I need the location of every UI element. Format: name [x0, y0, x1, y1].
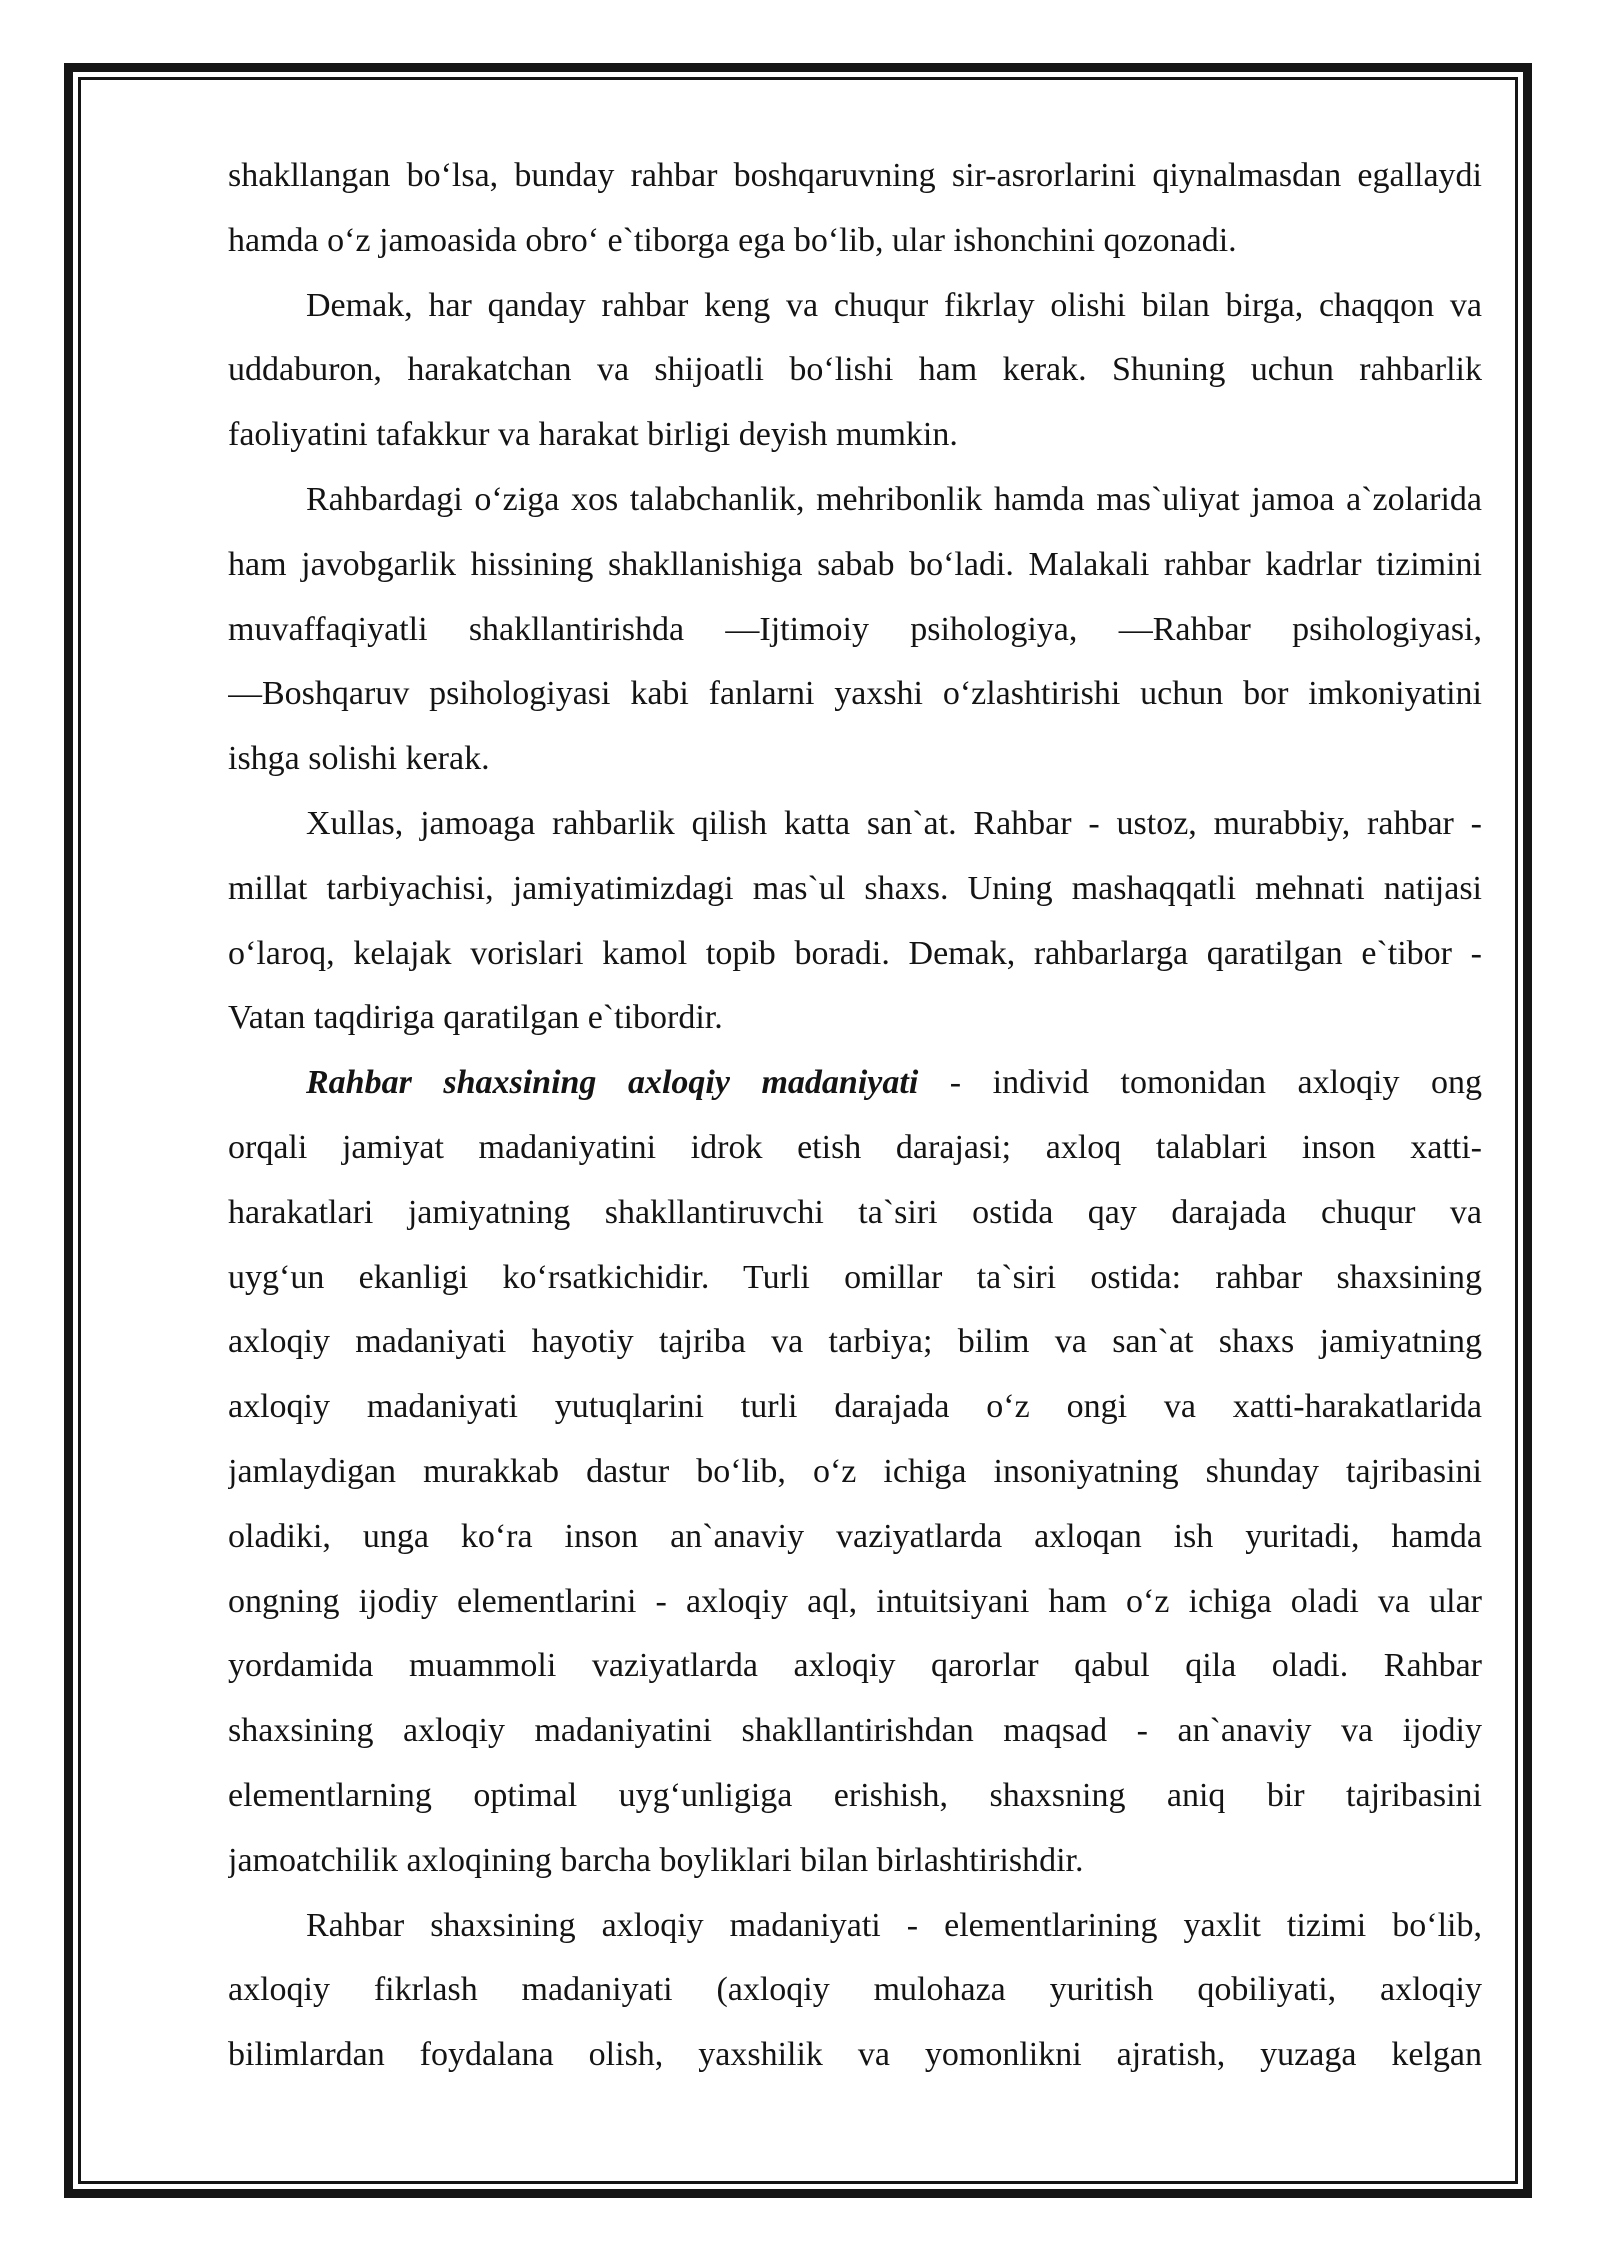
text-line: hamda o‘z jamoasida obro‘ e`tiborga ega bo‘lib, ular ishonchini qozonadi. [228, 221, 1237, 259]
text-line: jamoatchilik axloqining barcha boyliklari bilan birlashtirishdir. [228, 1841, 1084, 1879]
text-line: ―Boshqaruv psihologiyasi kabi fanlarni yaxshi o‘zlashtirishi uchun bor imkoniyatini [228, 675, 1482, 713]
text-line: muvaffaqiyatli shakllantirishda ―Ijtimoiy psihologiya, ―Rahbar psihologiyasi, [228, 610, 1482, 648]
text-line: uddaburon, harakatchan va shijoatli bo‘lishi ham kerak. Shuning uchun rahbarlik [228, 351, 1482, 389]
text-line: axloqiy madaniyati hayotiy tajriba va tarbiya; bilim va san`at shaxs jamiyatning [228, 1323, 1482, 1361]
text-line: o‘laroq, kelajak vorislari kamol topib boradi. Demak, rahbarlarga qaratilgan e`tibor - [228, 934, 1482, 972]
text-line: faoliyatini tafakkur va harakat birligi deyish mumkin. [228, 416, 958, 454]
paragraph [228, 468, 1482, 792]
text-line [228, 1051, 1482, 1116]
text-line: ishga solishi kerak. [228, 740, 490, 778]
text-line: uyg‘un ekanligi ko‘rsatkichidir. Turli omillar ta`siri ostida: rahbar shaxsining [228, 1258, 1482, 1296]
document-body-text [228, 144, 1482, 2088]
text-line: shaxsining axloqiy madaniyatini shakllantirishdan maqsad - an`anaviy va ijodiy [228, 1712, 1482, 1750]
text-line: ongning ijodiy elementlarini - axloqiy aql, intuitsiyani ham o‘z ichiga oladi va ular [228, 1582, 1482, 1620]
text-line: ham javobgarlik hissining shakllanishiga sabab bo‘ladi. Malakali rahbar kadrlar tizimini [228, 545, 1482, 583]
text-line: axloqiy madaniyati yutuqlarini turli darajada o‘z ongi va xatti-harakatlarida [228, 1388, 1482, 1426]
text-line-rest: - individ tomonidan axloqiy ong [918, 1064, 1482, 1102]
text-line: Demak, har qanday rahbar keng va chuqur fikrlay olishi bilan birga, chaqqon va [306, 286, 1482, 324]
text-line: shakllangan bo‘lsa, bunday rahbar boshqaruvning sir-asrorlarini qiynalmasdan egallaydi [228, 157, 1482, 194]
text-line: Xullas, jamoaga rahbarlik qilish katta san`at. Rahbar - ustoz, murabbiy, rahbar - [306, 804, 1482, 842]
paragraph [228, 1051, 1482, 1893]
text-line: millat tarbiyachisi, jamiyatimizdagi mas`ul shaxs. Uning mashaqqatli mehnati natijasi [228, 869, 1482, 907]
text-line: yordamida muammoli vaziyatlarda axloqiy qarorlar qabul qila oladi. Rahbar [228, 1647, 1482, 1685]
bold-italic-term: Rahbar shaxsining axloqiy madaniyati [306, 1064, 919, 1102]
text-line: Vatan taqdiriga qaratilgan e`tibordir. [228, 999, 723, 1037]
text-line: orqali jamiyat madaniyatini idrok etish darajasi; axloq talablari inson xatti- [228, 1128, 1482, 1166]
paragraph [228, 144, 1482, 274]
paragraph [228, 792, 1482, 1051]
paragraph [228, 274, 1482, 468]
paragraph [228, 1894, 1482, 2088]
text-line: harakatlari jamiyatning shakllantiruvchi ta`siri ostida qay darajada chuqur va [228, 1193, 1482, 1231]
text-line: bilimlardan foydalana olish, yaxshilik va yomonlikni ajratish, yuzaga kelgan [228, 2036, 1482, 2074]
text-line: oladiki, unga ko‘ra inson an`anaviy vaziyatlarda axloqan ish yuritadi, hamda [228, 1517, 1482, 1555]
text-line: axloqiy fikrlash madaniyati (axloqiy mulohaza yuritish qobiliyati, axloqiy [228, 1971, 1482, 2009]
text-line: Rahbar shaxsining axloqiy madaniyati - elementlarining yaxlit tizimi bo‘lib, [306, 1906, 1482, 1944]
text-line: elementlarning optimal uyg‘unligiga erishish, shaxsning aniq bir tajribasini [228, 1776, 1482, 1814]
text-line: Rahbardagi o‘ziga xos talabchanlik, mehribonlik hamda mas`uliyat jamoa a`zolarida [306, 480, 1482, 518]
text-line: jamlaydigan murakkab dastur bo‘lib, o‘z ichiga insoniyatning shunday tajribasini [228, 1452, 1482, 1490]
